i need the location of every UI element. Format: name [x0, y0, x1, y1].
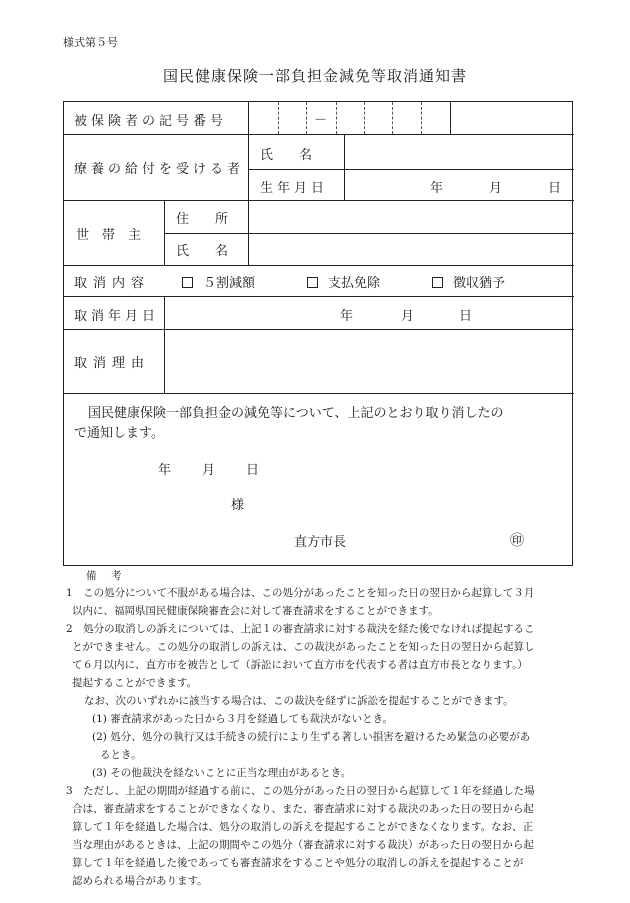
- note-line: (1) 審査請求があった日から３月を経過しても裁決がないとき。: [92, 713, 394, 725]
- note-line: 3 ただし、上記の期間が経過する前に、この処分があった日の翌日から起算して１年を経過した場: [66, 785, 535, 797]
- note-line: とができません。この処分の取消しの訴えは、この裁決があったことを知った日の翌日から起算し: [72, 641, 535, 653]
- col-divider: [450, 102, 451, 134]
- col-divider: [164, 200, 165, 265]
- seal-mark: ㊞: [510, 533, 524, 549]
- cancel-month-label: 月: [401, 309, 415, 324]
- row-divider: [64, 265, 574, 266]
- row-divider: [248, 169, 574, 170]
- row-divider: [64, 200, 574, 201]
- note-line: なお、次のいずれかに該当する場合は、この裁決を経ずに訴訟を提起することができます。: [84, 695, 514, 707]
- address-label: 住 所: [176, 212, 229, 227]
- recipient-label: 療養の給付を受ける者: [74, 162, 245, 177]
- name-label: 氏 名: [260, 148, 313, 163]
- cancel-day-label: 日: [459, 309, 473, 324]
- householder-label: 世 帯 主: [76, 228, 142, 243]
- number-cell-divider: [306, 102, 307, 134]
- notice-date-year: 年: [158, 463, 172, 478]
- row-divider: [164, 233, 574, 234]
- col-divider: [248, 102, 249, 200]
- notes-heading: 備 考: [86, 570, 124, 582]
- page-title: 国民健康保険一部負担金減免等取消通知書: [162, 67, 467, 85]
- option-reduction[interactable]: ５割減額: [182, 272, 255, 291]
- note-line: 算して１年を経過した後であっても審査請求をすることや処分の取消しの訴えを提起することが: [72, 857, 524, 869]
- cancel-date-label: 取消年月日: [74, 309, 160, 324]
- birth-year-label: 年: [430, 181, 444, 196]
- row-divider: [64, 329, 574, 330]
- number-cell-divider: [336, 102, 337, 134]
- cancel-content-label: 取消内容: [74, 276, 151, 291]
- option-deferral[interactable]: 徴収猶予: [432, 272, 505, 291]
- addressee-label: 様: [231, 498, 245, 513]
- notice-date-month: 月: [202, 463, 216, 478]
- birthdate-label: 生年月日: [260, 181, 329, 196]
- note-line: るとき。: [100, 749, 142, 761]
- row-divider: [64, 134, 574, 135]
- form-number: 様式第５号: [63, 36, 118, 49]
- number-cell-divider: [421, 102, 422, 134]
- reason-label: 取消理由: [74, 356, 151, 371]
- number-cell-divider: [278, 102, 279, 134]
- birth-day-label: 日: [548, 181, 562, 196]
- option-exemption[interactable]: 支払免除: [307, 272, 380, 291]
- number-separator: －: [314, 113, 328, 128]
- checkbox[interactable]: [182, 277, 193, 288]
- checkbox[interactable]: [432, 277, 443, 288]
- note-line: 1 この処分について不服がある場合は、この処分があったことを知った日の翌日から起算して３月: [66, 587, 535, 599]
- number-cell-divider: [392, 102, 393, 134]
- cancel-year-label: 年: [340, 309, 354, 324]
- col-divider: [164, 296, 165, 393]
- note-line: 合は、審査請求をすることができなくなり、また、審査請求に対する裁決のあった日の翌日から起: [72, 803, 534, 815]
- note-line: 認められる場合があります。: [72, 875, 208, 887]
- notice-line-2: で通知します。: [74, 426, 164, 441]
- notice-date-day: 日: [246, 463, 260, 478]
- col-divider: [344, 134, 345, 200]
- insured-number-label: 被保険者の記号番号: [74, 114, 228, 129]
- householder-name-label: 氏 名: [176, 244, 229, 259]
- issuer-label: 直方市長: [294, 535, 347, 550]
- row-divider: [64, 296, 574, 297]
- notice-line-1: 国民健康保険一部負担金の減免等について、上記のとおり取り消したの: [88, 406, 504, 421]
- note-line: 提起することができます。: [72, 677, 198, 689]
- note-line: て６月以内に、直方市を被告として（訴訟において直方市を代表する者は直方市長となります。）: [72, 659, 528, 671]
- note-line: (2) 処分、処分の執行又は手続きの続行により生ずる著しい損害を避けるため緊急の必要があ: [92, 731, 531, 743]
- col-divider: [248, 200, 249, 265]
- checkbox[interactable]: [307, 277, 318, 288]
- note-line: (3) その他裁決を経ないことに正当な理由があるとき。: [92, 767, 352, 779]
- note-line: 以内に、福岡県国民健康保険審査会に対して審査請求をすることができます。: [72, 605, 439, 617]
- note-line: 当な理由があるときは、上記の期間やこの処分（審査請求に対する裁決）があった日の翌日から起: [72, 839, 534, 851]
- note-line: 2 処分の取消しの訴えについては、上記１の審査請求に対する裁決を経た後でなければ提起するこ: [66, 623, 535, 635]
- form-table: [63, 101, 573, 566]
- number-cell-divider: [364, 102, 365, 134]
- birth-month-label: 月: [489, 181, 503, 196]
- note-line: 算して１年を経過した場合は、処分の取消しの訴えを提起することができなくなります。なお、正: [72, 821, 534, 833]
- row-divider: [64, 393, 574, 394]
